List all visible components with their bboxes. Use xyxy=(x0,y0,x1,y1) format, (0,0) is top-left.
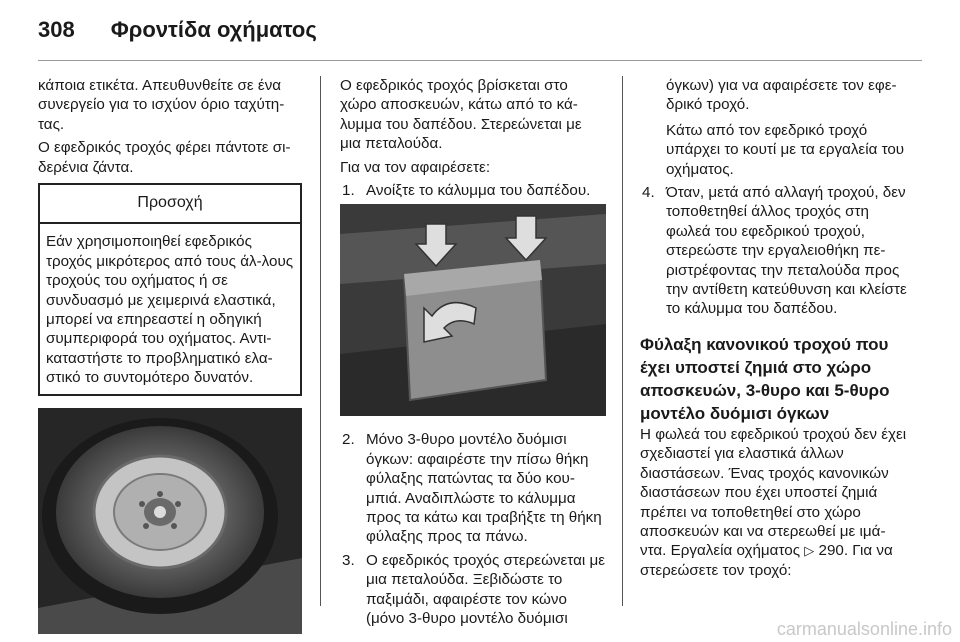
paragraph: κάποια ετικέτα. Απευθυνθείτε σε ένα συνεργείο για το ισχύον όριο ταχύτη-τας. xyxy=(38,77,285,133)
caution-heading: Προσοχή xyxy=(40,185,300,224)
paragraph: Ο εφεδρικός τροχός φέρει πάντοτε σι-δερένια ζάντα. xyxy=(38,139,291,176)
step-continuation: όγκων) για να αφαιρέσετε τον εφε-δρικό τροχό. xyxy=(666,77,897,114)
spare-wheel-photo xyxy=(38,408,302,634)
column-2 xyxy=(340,76,606,633)
paragraph: Ο εφεδρικός τροχός βρίσκεται στο χώρο αποσκευών, κάτω από το κά-λυμμα του δαπέδου. Στερεώνεται με μια πεταλούδα. xyxy=(340,77,582,153)
list-item xyxy=(640,183,910,319)
column-divider xyxy=(320,76,321,606)
steps-list xyxy=(340,430,606,628)
step-number: 2. xyxy=(342,431,355,449)
page-header xyxy=(38,10,317,50)
column-1 xyxy=(38,76,302,634)
step-text: Όταν, μετά από αλλαγή τροχού, δεν τοποθετηθεί άλλος τροχός στη φωλεά του εφεδρικού τροχού, στερεώστε την εργαλειοθήκη πε-ριστρέφοντας την πεταλούδα προς την αντίθετη κατεύθυνση και κλείστε το κάλυμμα του δαπέδου. xyxy=(666,184,907,318)
column-divider xyxy=(622,76,623,606)
step-text: Μόνο 3-θυρο μοντέλο δυόμισι όγκων: αφαιρέστε την πίσω θήκη φύλαξης πατώντας τα δύο κου-μπιά. Αναδιπλώστε το κάλυμμα προς τα κάτω και τραβήξτε τη θήκη φύλαξης προς τα πάνω. xyxy=(366,431,602,546)
step-number: 1. xyxy=(342,182,355,200)
paragraph: Για να τον αφαιρέσετε: xyxy=(340,158,491,176)
column-3 xyxy=(640,76,910,584)
list-item xyxy=(340,181,606,200)
paragraph-text: . Για να στερεώσετε τον τροχό: xyxy=(640,542,893,579)
page-reference-arrow-icon: ▷ xyxy=(804,543,815,559)
paragraph xyxy=(640,425,910,580)
spare-wheel-illustration xyxy=(38,408,302,634)
page-title: Φροντίδα οχήματος xyxy=(110,17,317,42)
floor-cover-illustration xyxy=(340,204,606,416)
floor-cover-photo xyxy=(340,204,606,416)
page-reference-link[interactable]: 290 xyxy=(818,542,844,560)
caution-box xyxy=(38,183,302,396)
step-text: Ανοίξτε το κάλυμμα του δαπέδου. xyxy=(366,182,591,200)
list-item xyxy=(340,430,606,546)
page-number: 308 xyxy=(38,17,75,42)
steps-list xyxy=(340,181,606,200)
caution-text: Εάν χρησιμοποιηθεί εφεδρικός τροχός μικρότερος από τους άλ-λους τροχούς του οχήματος ή σε συνδυασμό με χειμερινά ελαστικά, μπορεί να επηρεαστεί η οδηγική συμπεριφορά του οχήματος. Αντι-καταστήστε το προβληματικό ελα-στικό το συντομότερο δυνατόν. xyxy=(46,233,294,387)
section-heading: Φύλαξη κανονικού τροχού που έχει υποστεί ζημιά στο χώρο αποσκευών, 3-θυρο και 5-θυρο μοντέλο δυόμισι όγκων xyxy=(640,334,890,423)
step-number: 4. xyxy=(642,184,655,202)
step-note: Κάτω από τον εφεδρικό τροχό υπάρχει το κουτί με τα εργαλεία του οχήματος. xyxy=(666,121,905,178)
step-number: 3. xyxy=(342,551,355,569)
header-rule xyxy=(38,60,922,61)
list-item xyxy=(340,551,606,629)
paragraph-text: Η φωλεά του εφεδρικού τροχού δεν έχει σχεδιαστεί για ελαστικά άλλων διαστάσεων. Ένας τροχός κανονικών διαστάσεων που έχει υποστεί ζημιά πρέπει να τοποθετηθεί στο χώρο αποσκευών και να στερεωθεί με ιμά-ντα. Εργαλεία οχήματος xyxy=(640,425,907,560)
steps-list xyxy=(640,183,910,319)
step-text: Ο εφεδρικός τροχός στερεώνεται με μια πεταλούδα. Ξεβιδώστε το παξιμάδι, αφαιρέστε τον κώνο (μόνο 3-θυρο μοντέλο δυόμισι xyxy=(366,551,605,628)
watermark: carmanualsonline.info xyxy=(776,619,952,639)
